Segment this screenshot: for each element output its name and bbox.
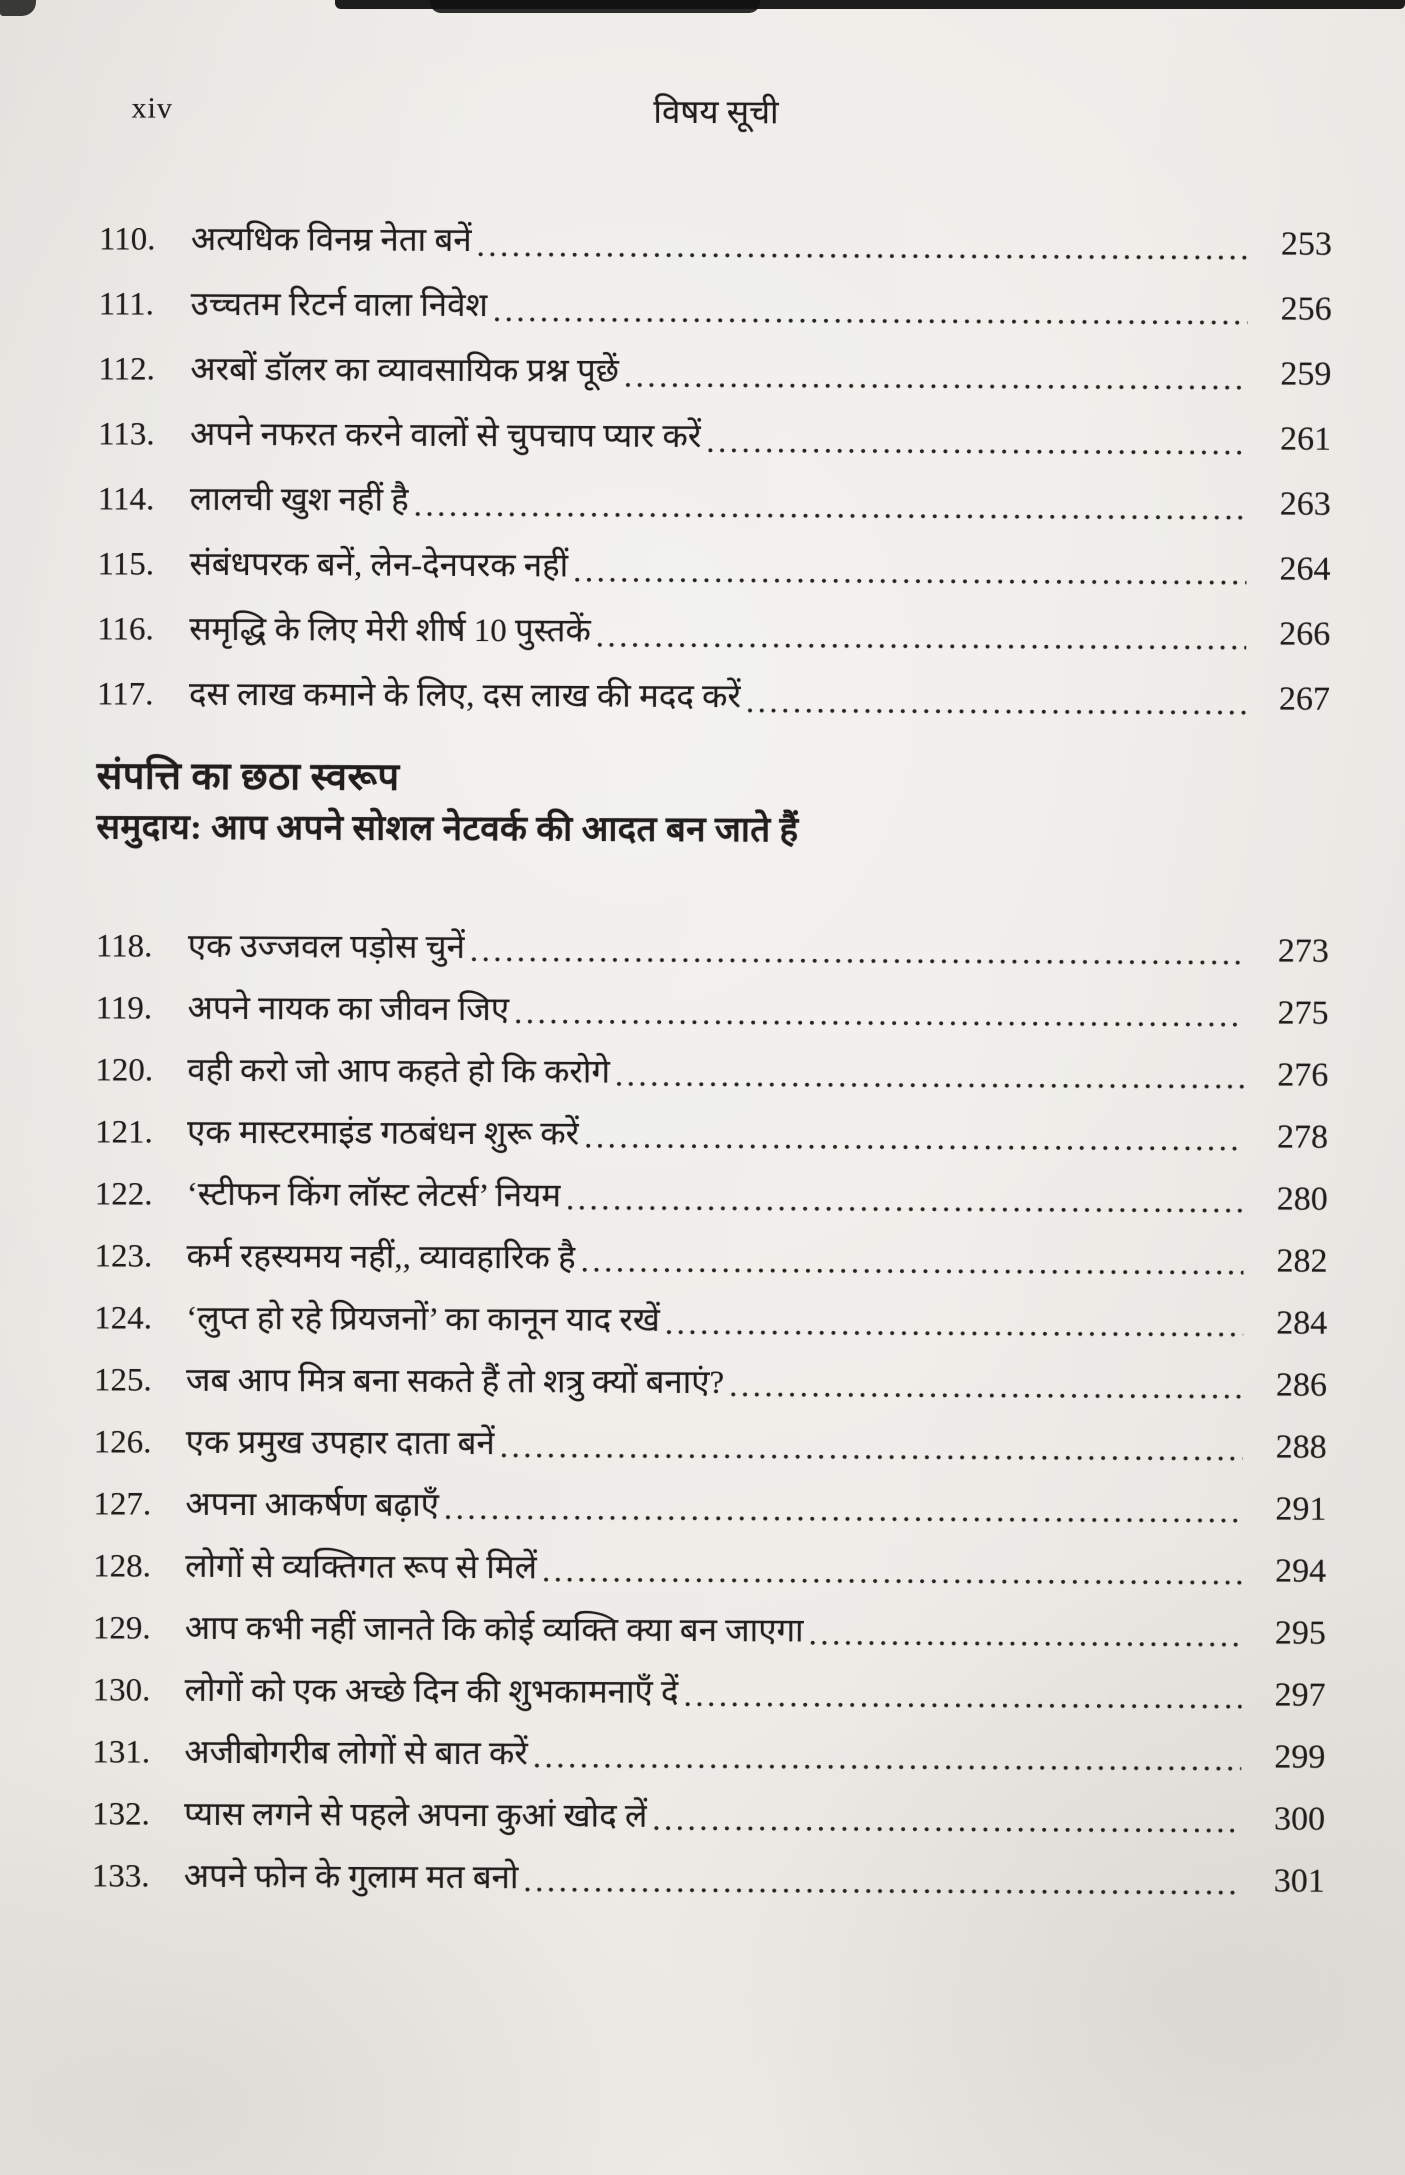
toc-entry-title: वही करो जो आप कहते हो कि करोगे (187, 1052, 611, 1091)
toc-entry-title: लोगों को एक अच्छे दिन की शुभकामनाएँ दें (184, 1672, 679, 1711)
toc-entry-leader-dots (624, 342, 1248, 410)
toc-entry-page-number: 300 (1273, 1800, 1326, 1838)
toc-entry-page-number: 295 (1274, 1614, 1326, 1652)
toc-entry-title: ‘लुप्त हो रहे प्रियजनों’ का कानून याद रखें (186, 1300, 660, 1339)
toc-entry-number: 112. (98, 351, 155, 388)
toc-entry-leader-dots (746, 667, 1246, 734)
toc-entry-title: अत्यधिक विनम्र नेता बनें (190, 221, 472, 259)
toc-entry-page-number: 267 (1278, 680, 1331, 718)
toc-entry-leader-dots (444, 1477, 1243, 1542)
toc-entry-title: लोगों से व्यक्तिगत रूप से मिलें (185, 1548, 538, 1587)
running-title: विषय सूची (653, 94, 779, 132)
toc-entry-number: 118. (95, 928, 153, 965)
toc-entry-leader-dots (523, 1849, 1241, 1914)
toc-list-lower (92, 917, 1329, 1914)
toc-entry-title: एक मास्टरमाइंड गठबंधन शुरू करें (186, 1114, 580, 1153)
toc-entry-page-number: 259 (1280, 355, 1332, 393)
toc-entry-page-number: 288 (1275, 1428, 1327, 1466)
toc-entry (95, 1103, 1328, 1170)
toc-entry-leader-dots (584, 1105, 1244, 1170)
toc-entry-leader-dots (514, 981, 1245, 1046)
toc-entry-page-number: 282 (1276, 1242, 1328, 1280)
toc-entry-page-number: 275 (1277, 994, 1329, 1032)
toc-entry-page-number: 286 (1275, 1366, 1328, 1404)
toc-entry (93, 1599, 1326, 1666)
toc-entry-number: 129. (92, 1610, 151, 1647)
toc-entry-number: 133. (91, 1858, 150, 1895)
toc-entry-page-number: 263 (1279, 485, 1331, 523)
toc-entry-number: 131. (92, 1734, 151, 1771)
toc-entry (99, 274, 1332, 344)
toc-entry (94, 1413, 1327, 1480)
toc-entry-title: उच्चतम रिटर्न वाला निवेश (190, 286, 488, 325)
toc-entry-page-number: 291 (1275, 1490, 1327, 1528)
toc-entry-leader-dots (729, 1354, 1243, 1418)
toc-entry-page-number: 253 (1280, 225, 1333, 263)
toc-entry (95, 1041, 1328, 1108)
toc-entry-leader-dots (615, 1044, 1245, 1109)
toc-entry-number: 132. (91, 1796, 150, 1833)
toc-entry-leader-dots (808, 1602, 1242, 1666)
toc-entry-page-number: 266 (1279, 615, 1331, 653)
toc-entry-page-number: 273 (1277, 932, 1329, 970)
toc-entry-leader-dots (500, 1415, 1243, 1480)
toc-entry-title: लालची खुश नहीं है (189, 481, 409, 519)
toc-entry-number: 111. (98, 286, 155, 323)
toc-entry (98, 404, 1331, 474)
toc-entry-leader-dots (542, 1539, 1242, 1604)
toc-entry-page-number: 297 (1274, 1676, 1326, 1714)
toc-entry-page-number: 276 (1277, 1056, 1329, 1094)
toc-entry (94, 1289, 1327, 1356)
toc-entry-title: अपना आकर्षण बढ़ाएँ (185, 1486, 440, 1524)
toc-entry-title: कर्म रहस्यमय नहीं,, व्यावहारिक है (186, 1238, 576, 1277)
page-header (99, 85, 1332, 136)
toc-entry-page-number: 301 (1273, 1862, 1325, 1900)
toc-entry (98, 469, 1331, 539)
toc-entry-page-number: 256 (1280, 290, 1332, 328)
toc-entry-leader-dots (596, 602, 1247, 670)
toc-entry (97, 599, 1330, 669)
toc-entry-number: 127. (93, 1486, 152, 1523)
toc-entry-title: दस लाख कमाने के लिए, दस लाख की मदद करें (188, 676, 742, 716)
toc-entry-title: ‘स्टीफन किंग लॉस्ट लेटर्स’ नियम (186, 1176, 562, 1215)
toc-entry-number: 120. (95, 1052, 154, 1089)
toc-entry (92, 1723, 1325, 1790)
toc-entry (94, 1351, 1327, 1418)
toc-entry-title: अरबों डॉलर का व्यावसायिक प्रश्न पूछें (190, 351, 619, 390)
toc-entry-title: अपने नफरत करने वालों से चुपचाप प्यार करें (190, 416, 702, 455)
toc-entry (97, 534, 1330, 604)
toc-entry-leader-dots (706, 407, 1247, 474)
toc-entry-number: 130. (92, 1672, 151, 1709)
toc-entry-title: अपने नायक का जीवन जिए (187, 990, 510, 1029)
toc-entry-number: 123. (94, 1238, 153, 1275)
toc-entry-number: 122. (94, 1176, 153, 1213)
toc-entry-page-number: 278 (1276, 1118, 1329, 1156)
toc-entry-number: 121. (94, 1114, 153, 1151)
toc-entry (92, 1661, 1325, 1728)
toc-entry-number: 119. (95, 990, 153, 1027)
toc-entry-number: 124. (94, 1300, 153, 1337)
toc-entry-title: अपने फोन के गुलाम मत बनो (183, 1858, 519, 1897)
toc-entry-number: 117. (96, 676, 154, 713)
toc-entry (95, 1165, 1328, 1232)
toc-entry-page-number: 261 (1280, 420, 1332, 458)
section-heading: संपत्ति का छठा स्वरूप (96, 755, 400, 799)
toc-entry-title: समृद्धि के लिए मेरी शीर्ष 10 पुस्तकें (189, 611, 591, 650)
toc-entry-title: आप कभी नहीं जानते कि कोई व्यक्ति क्या बन जाएगा (184, 1610, 804, 1650)
toc-entry-leader-dots (476, 211, 1248, 279)
toc-entry-leader-dots (652, 1788, 1241, 1853)
toc-entry (93, 1537, 1326, 1604)
toc-entry (97, 664, 1330, 734)
toc-entry-number: 125. (93, 1362, 152, 1399)
section-heading-block (96, 751, 1329, 858)
toc-entry-number: 116. (97, 611, 154, 648)
toc-entry (92, 1847, 1325, 1914)
toc-entry-leader-dots (533, 1725, 1242, 1790)
toc-entry-leader-dots (470, 919, 1245, 984)
section-subtitle: समुदाय: आप अपने सोशल नेटवर्क की आदत बन जाते हैं (96, 807, 799, 850)
toc-entry-leader-dots (581, 1229, 1244, 1294)
toc-entry (99, 209, 1332, 279)
toc-entry-title: एक उज्जवल पड़ोस चुनें (187, 928, 465, 966)
folio-roman-numeral: xiv (131, 91, 173, 125)
toc-entry-number: 110. (98, 221, 156, 258)
toc-entry (96, 917, 1329, 984)
toc-entry-leader-dots (573, 536, 1247, 604)
toc-entry-number: 115. (97, 546, 155, 583)
toc-list-upper (97, 209, 1332, 734)
toc-entry-page-number: 299 (1274, 1738, 1326, 1776)
toc-entry-title: एक प्रमुख उपहार दाता बनें (185, 1424, 495, 1463)
toc-entry-leader-dots (414, 471, 1247, 540)
toc-entry-number: 114. (97, 481, 155, 518)
toc-entry-number: 128. (93, 1548, 151, 1585)
toc-entry-title: अजीबोगरीब लोगों से बात करें (184, 1734, 528, 1773)
toc-entry-number: 126. (93, 1424, 152, 1461)
toc-entry-page-number: 294 (1275, 1552, 1327, 1590)
toc-entry-page-number: 280 (1276, 1180, 1328, 1218)
toc-entry-leader-dots (683, 1664, 1241, 1728)
toc-entry-number: 113. (98, 416, 155, 453)
toc-entry (93, 1475, 1326, 1542)
toc-entry-title: जब आप मित्र बना सकते हैं तो शत्रु क्यों बनाएं? (185, 1362, 725, 1402)
toc-entry-page-number: 284 (1276, 1304, 1328, 1342)
toc-entry-title: प्यास लगने से पहले अपना कुआं खोद लें (183, 1796, 648, 1835)
toc-entry-leader-dots (493, 276, 1248, 344)
toc-entry (92, 1785, 1325, 1852)
toc-entry-leader-dots (566, 1167, 1244, 1232)
toc-entry (98, 339, 1331, 409)
toc-entry (94, 1227, 1327, 1294)
toc-entry-leader-dots (665, 1292, 1244, 1357)
toc-entry (95, 979, 1328, 1046)
toc-entry-title: संबंधपरक बनें, लेन-देनपरक नहीं (189, 546, 569, 585)
toc-entry-page-number: 264 (1279, 550, 1331, 588)
